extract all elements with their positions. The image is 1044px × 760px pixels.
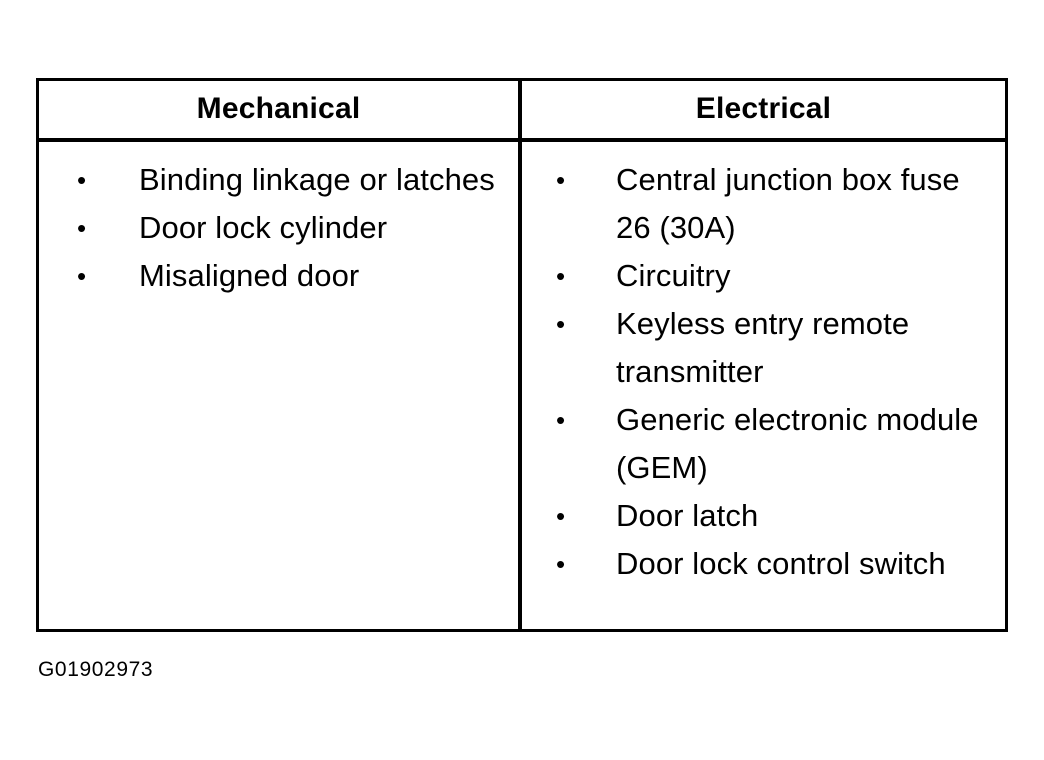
list-item: [536, 300, 995, 396]
list-item: [536, 396, 995, 492]
list-item-label: Circuitry: [616, 258, 731, 293]
mechanical-list: [53, 156, 508, 300]
list-item: [536, 492, 995, 540]
column-header-mechanical: Mechanical: [39, 81, 522, 138]
bullet-icon: •: [77, 165, 87, 195]
list-item-label: Binding linkage or latches: [139, 162, 495, 197]
causes-table: [36, 78, 1008, 632]
bullet-icon: •: [556, 405, 566, 435]
list-item-label: Keyless entry remote transmitter: [616, 306, 910, 389]
list-item: [536, 540, 995, 588]
bullet-icon: •: [556, 549, 566, 579]
list-item-label: Door lock cylinder: [139, 210, 388, 245]
cell-mechanical: [39, 142, 522, 629]
list-item: [53, 156, 508, 204]
bullet-icon: •: [77, 213, 87, 243]
list-item-label: Central junction box fuse 26 (30A): [616, 162, 960, 245]
electrical-list: [536, 156, 995, 588]
bullet-icon: •: [77, 261, 87, 291]
list-item-label: Door latch: [616, 498, 759, 533]
list-item: [536, 252, 995, 300]
list-item-label: Misaligned door: [139, 258, 360, 293]
list-item: [53, 204, 508, 252]
bullet-icon: •: [556, 501, 566, 531]
list-item-label: Generic electronic module (GEM): [616, 402, 979, 485]
list-item: [53, 252, 508, 300]
table-body-row: [39, 142, 1005, 629]
bullet-icon: •: [556, 261, 566, 291]
list-item-label: Door lock control switch: [616, 546, 946, 581]
table-header-row: [39, 81, 1005, 142]
figure-id-caption: G01902973: [38, 658, 154, 681]
bullet-icon: •: [556, 165, 566, 195]
bullet-icon: •: [556, 309, 566, 339]
cell-electrical: [522, 142, 1005, 629]
list-item: [536, 156, 995, 252]
column-header-electrical: Electrical: [695, 92, 832, 125]
